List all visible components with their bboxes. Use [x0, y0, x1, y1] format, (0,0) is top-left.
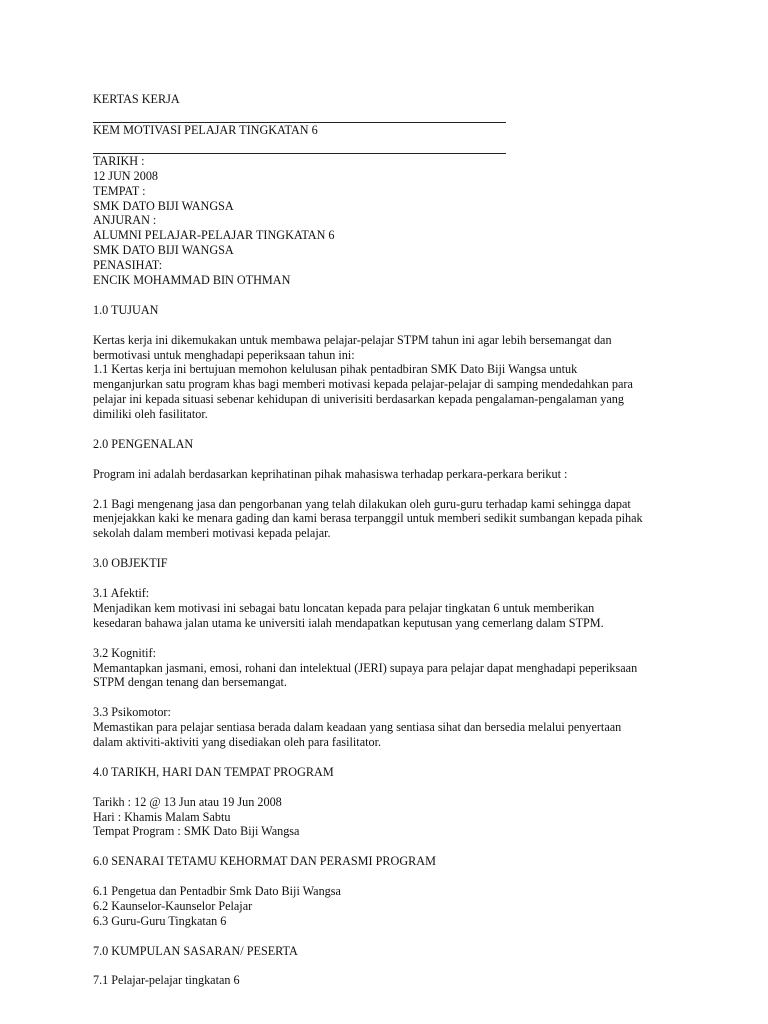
- paragraph-line: menjejakkan kaki ke menara gading dan kami berasa terpanggil untuk memberi sedikit sumbangan kepada pihak: [93, 511, 643, 526]
- event-name: KEM MOTIVASI PELAJAR TINGKATAN 6: [93, 122, 318, 137]
- paragraph-line: dalam aktiviti-aktiviti yang disediakan oleh para fasilitator.: [93, 735, 382, 750]
- section-heading-tujuan: 1.0 TUJUAN: [93, 302, 159, 317]
- list-item: 6.3 Guru-Guru Tingkatan 6: [93, 913, 227, 928]
- paragraph-line: 1.1 Kertas kerja ini bertujuan memohon kelulusan pihak pentadbiran SMK Dato Biji Wangsa untuk: [93, 362, 578, 377]
- paragraph-line: Menjadikan kem motivasi ini sebagai batu loncatan kepada para pelajar tingkatan 6 untuk memberikan: [93, 600, 595, 615]
- section-body-pengenalan: [93, 497, 683, 542]
- header-field: PENASIHAT:: [93, 258, 163, 273]
- subsection-heading: 3.1 Afektif:: [93, 585, 150, 600]
- header-field: SMK DATO BIJI WANGSA: [93, 198, 234, 213]
- paragraph-line: Memastikan para pelajar sentiasa berada dalam keadaan yang sentiasa sihat dan bersedia melalui penyertaan: [93, 720, 622, 735]
- paragraph-line: Tempat Program : SMK Dato Biji Wangsa: [93, 824, 300, 839]
- subsection-afektif: [93, 586, 683, 631]
- section-heading-tetamu: 6.0 SENARAI TETAMU KEHORMAT DAN PERASMI PROGRAM: [93, 854, 436, 869]
- subsection-kognitif: [93, 646, 683, 691]
- list-item: 6.1 Pengetua dan Pentadbir Smk Dato Biji Wangsa: [93, 884, 341, 899]
- section-body-peserta: [93, 973, 683, 988]
- header-field: ENCIK MOHAMMAD BIN OTHMAN: [93, 273, 291, 288]
- header-fields: [93, 154, 683, 288]
- header-field: 12 JUN 2008: [93, 168, 159, 183]
- paragraph-line: menganjurkan satu program khas bagi memberi motivasi kepada pelajar-pelajar di samping mendedahkan para: [93, 377, 633, 392]
- list-item: 6.2 Kaunselor-Kaunselor Pelajar: [93, 898, 253, 913]
- paragraph-line: 2.1 Bagi mengenang jasa dan pengorbanan yang telah dilakukan oleh guru-guru terhadap kami sehingga dapat: [93, 496, 631, 511]
- section-heading-tarikh-program: 4.0 TARIKH, HARI DAN TEMPAT PROGRAM: [93, 764, 334, 779]
- header-field: TEMPAT :: [93, 183, 146, 198]
- event-name-underline: [93, 138, 506, 154]
- document-page: [93, 92, 683, 988]
- section-body-tarikh-program: [93, 795, 683, 840]
- subsection-heading: 3.3 Psikomotor:: [93, 705, 171, 720]
- paragraph-line: pelajar ini kepada situasi sebenar kehidupan di univerisiti berdasarkan kepada pengalaman-pengalaman yang: [93, 392, 624, 407]
- paragraph-line: Tarikh : 12 @ 13 Jun atau 19 Jun 2008: [93, 794, 282, 809]
- title-underline: [93, 107, 506, 123]
- paragraph-line: sekolah dalam memberi motivasi kepada pelajar.: [93, 526, 331, 541]
- list-item: 7.1 Pelajar-pelajar tingkatan 6: [93, 973, 240, 988]
- paragraph-line: Memantapkan jasmani, emosi, rohani dan intelektual (JERI) supaya para pelajar dapat menghadapi peperiksaan: [93, 660, 638, 675]
- paragraph-line: STPM dengan tenang dan bersemangat.: [93, 675, 287, 690]
- header-field: SMK DATO BIJI WANGSA: [93, 243, 234, 258]
- header-field: TARIKH :: [93, 153, 145, 168]
- header-field: ANJURAN :: [93, 213, 157, 228]
- section-body-tujuan: [93, 333, 683, 422]
- paragraph-line: kesedaran bahawa jalan utama ke universiti ialah mendapatkan keputusan yang cemerlang dalam STPM.: [93, 615, 604, 630]
- section-heading-objektif: 3.0 OBJEKTIF: [93, 556, 168, 571]
- subsection-psikomotor: [93, 705, 683, 750]
- paragraph-line: Hari : Khamis Malam Sabtu: [93, 809, 231, 824]
- section-heading-peserta: 7.0 KUMPULAN SASARAN/ PESERTA: [93, 943, 298, 958]
- section-heading-pengenalan: 2.0 PENGENALAN: [93, 436, 194, 451]
- paragraph-line: bermotivasi untuk menghadapi peperiksaan tahun ini:: [93, 347, 355, 362]
- document-title: KERTAS KERJA: [93, 92, 180, 106]
- subsection-heading: 3.2 Kognitif:: [93, 645, 156, 660]
- header-field: ALUMNI PELAJAR-PELAJAR TINGKATAN 6: [93, 228, 335, 243]
- paragraph-line: Kertas kerja ini dikemukakan untuk membawa pelajar-pelajar STPM tahun ini agar lebih bersemangat dan: [93, 332, 612, 347]
- section-body-tetamu: [93, 884, 683, 929]
- paragraph-line: Program ini adalah berdasarkan keprihatinan pihak mahasiswa terhadap perkara-perkara berikut :: [93, 466, 568, 481]
- paragraph-line: dimiliki oleh fasilitator.: [93, 407, 208, 422]
